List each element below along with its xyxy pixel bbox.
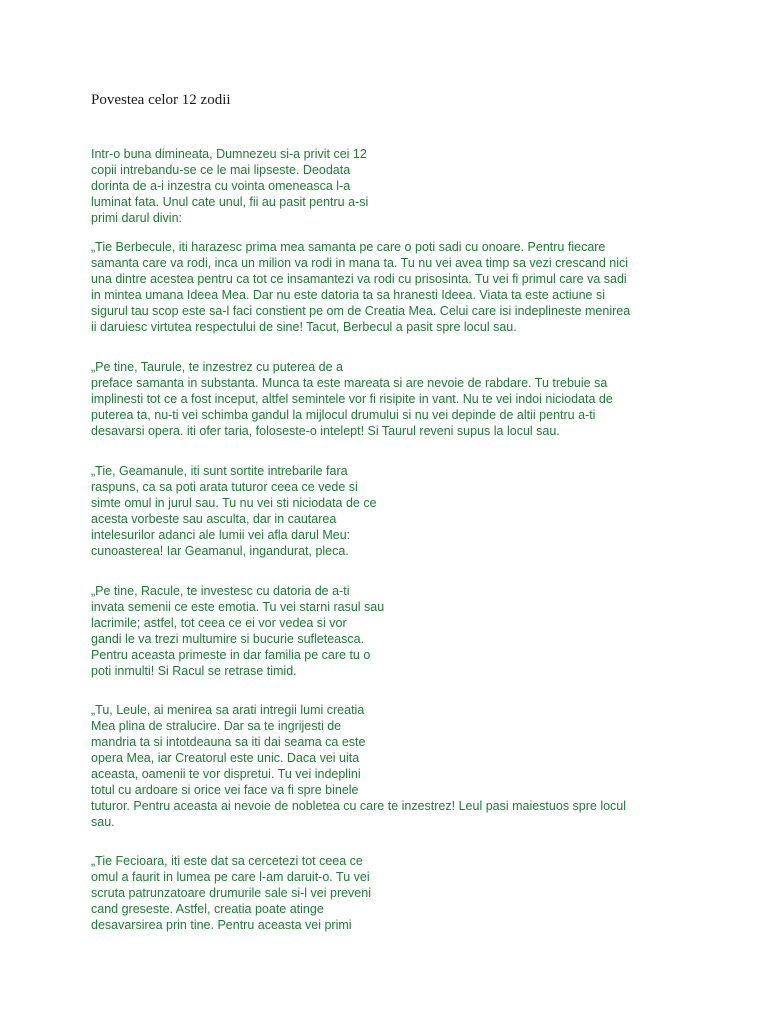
text-line: „Tu, Leule, ai menirea sa arati intregii lumi creatia: [91, 703, 365, 717]
text-line: ii daruiesc virtutea respectului de sine! Tacut, Berbecul a pasit spre locul sau.: [91, 320, 517, 334]
text-line: Mea plina de stralucire. Dar sa te ingrijesti de: [91, 719, 342, 733]
document-title: Povestea celor 12 zodii: [91, 92, 231, 108]
text-line: „Tie, Geamanule, iti sunt sortite intrebarile fara: [91, 464, 348, 478]
text-line: „Pe tine, Taurule, te inzestrez cu puterea de a: [91, 360, 344, 374]
text-line: totul cu ardoare si orice vei face va fi spre binele: [91, 783, 359, 797]
text-line: invata semenii ce este emotia. Tu vei starni rasul sau: [91, 600, 385, 614]
text-line: gandi le va trezi multumire si bucurie sufleteasca.: [91, 632, 365, 646]
text-line: poti inmulti! Si Racul se retrase timid.: [91, 664, 297, 678]
text-line: acesta vorbeste sau asculta, dar in cautarea: [91, 512, 337, 526]
text-line: primi darul divin:: [91, 211, 183, 225]
text-line: Pentru aceasta primeste in dar familia pe care tu o: [91, 648, 371, 662]
text-line: implinesti tot ce a fost inceput, altfel semintele vor fi risipite in vant. Nu te vei indoi niciodata de: [91, 392, 613, 406]
text-line: luminat fata. Unul cate unul, fii au pasit pentru a-si: [91, 195, 369, 209]
text-line: in mintea umana Ideea Mea. Dar nu este datoria ta sa hranesti Ideea. Viata ta este actiune si: [91, 288, 605, 302]
text-line: puterea ta, nu-ti vei schimba gandul la mijlocul drumului si nu vei depinde de altii pentru a-ti: [91, 408, 596, 422]
text-line: dorinta de a-i inzestra cu vointa omeneasca l-a: [91, 179, 351, 193]
text-line: intelesurilor adanci ale lumii vei afla darul Meu:: [91, 528, 351, 542]
text-line: Intr-o buna dimineata, Dumnezeu si-a privit cei 12: [91, 147, 367, 161]
text-line: desavarsirea prin tine. Pentru aceasta vei primi: [91, 918, 352, 932]
text-line: „Tie Fecioara, iti este dat sa cercetezi tot ceea ce: [91, 854, 363, 868]
text-line: cand greseste. Astfel, creatia poate atinge: [91, 902, 324, 916]
text-line: „Tie Berbecule, iti harazesc prima mea samanta pe care o poti sadi cu onoare. Pentru fiecare: [91, 240, 606, 254]
text-line: opera Mea, iar Creatorul este unic. Daca vei uita: [91, 751, 360, 765]
text-line: raspuns, ca sa poti arata tuturor ceea ce vede si: [91, 480, 358, 494]
text-line: preface samanta in substanta. Munca ta este mareata si are nevoie de rabdare. Tu trebuie sa: [91, 376, 608, 390]
text-line: simte omul in jurul sau. Tu nu vei sti niciodata de ce: [91, 496, 377, 510]
text-line: scruta patrunzatoare drumurile sale si-l vei preveni: [91, 886, 371, 900]
text-line: una dintre acestea pentru ca tot ce insamantezi va rodi cu prisosinta. Tu vei fi primul care va sadi: [91, 272, 627, 286]
text-line: omul a faurit in lumea pe care l-am daruit-o. Tu vei: [91, 870, 370, 884]
text-line: lacrimile; astfel, tot ceea ce ei vor vedea si vor: [91, 616, 347, 630]
text-line: copii intrebandu-se ce le mai lipseste. Deodata: [91, 163, 351, 177]
text-line: tuturor. Pentru aceasta ai nevoie de nobletea cu care te inzestrez! Leul pasi maiestuos spre locul: [91, 799, 627, 813]
text-line: samanta care va rodi, inca un milion va rodi in mana ta. Tu nu vei avea timp sa vezi crescand nici: [91, 256, 629, 270]
text-line: aceasta, oamenii te vor dispretui. Tu vei indeplini: [91, 767, 361, 781]
text-line: „Pe tine, Racule, te investesc cu datoria de a-ti: [91, 584, 350, 598]
text-line: sau.: [91, 815, 115, 829]
text-line: cunoasterea! Iar Geamanul, ingandurat, pleca.: [91, 544, 349, 558]
text-line: desavarsi opera. iti ofer taria, foloseste-o intelept! Si Taurul reveni supus la locul sau.: [91, 424, 560, 438]
text-line: mandria ta si intotdeauna sa iti dai seama ca este: [91, 735, 366, 749]
text-line: sigurul tau scop este sa-l faci constient pe om de Creatia Mea. Celui care isi indeplineste menirea: [91, 304, 631, 318]
